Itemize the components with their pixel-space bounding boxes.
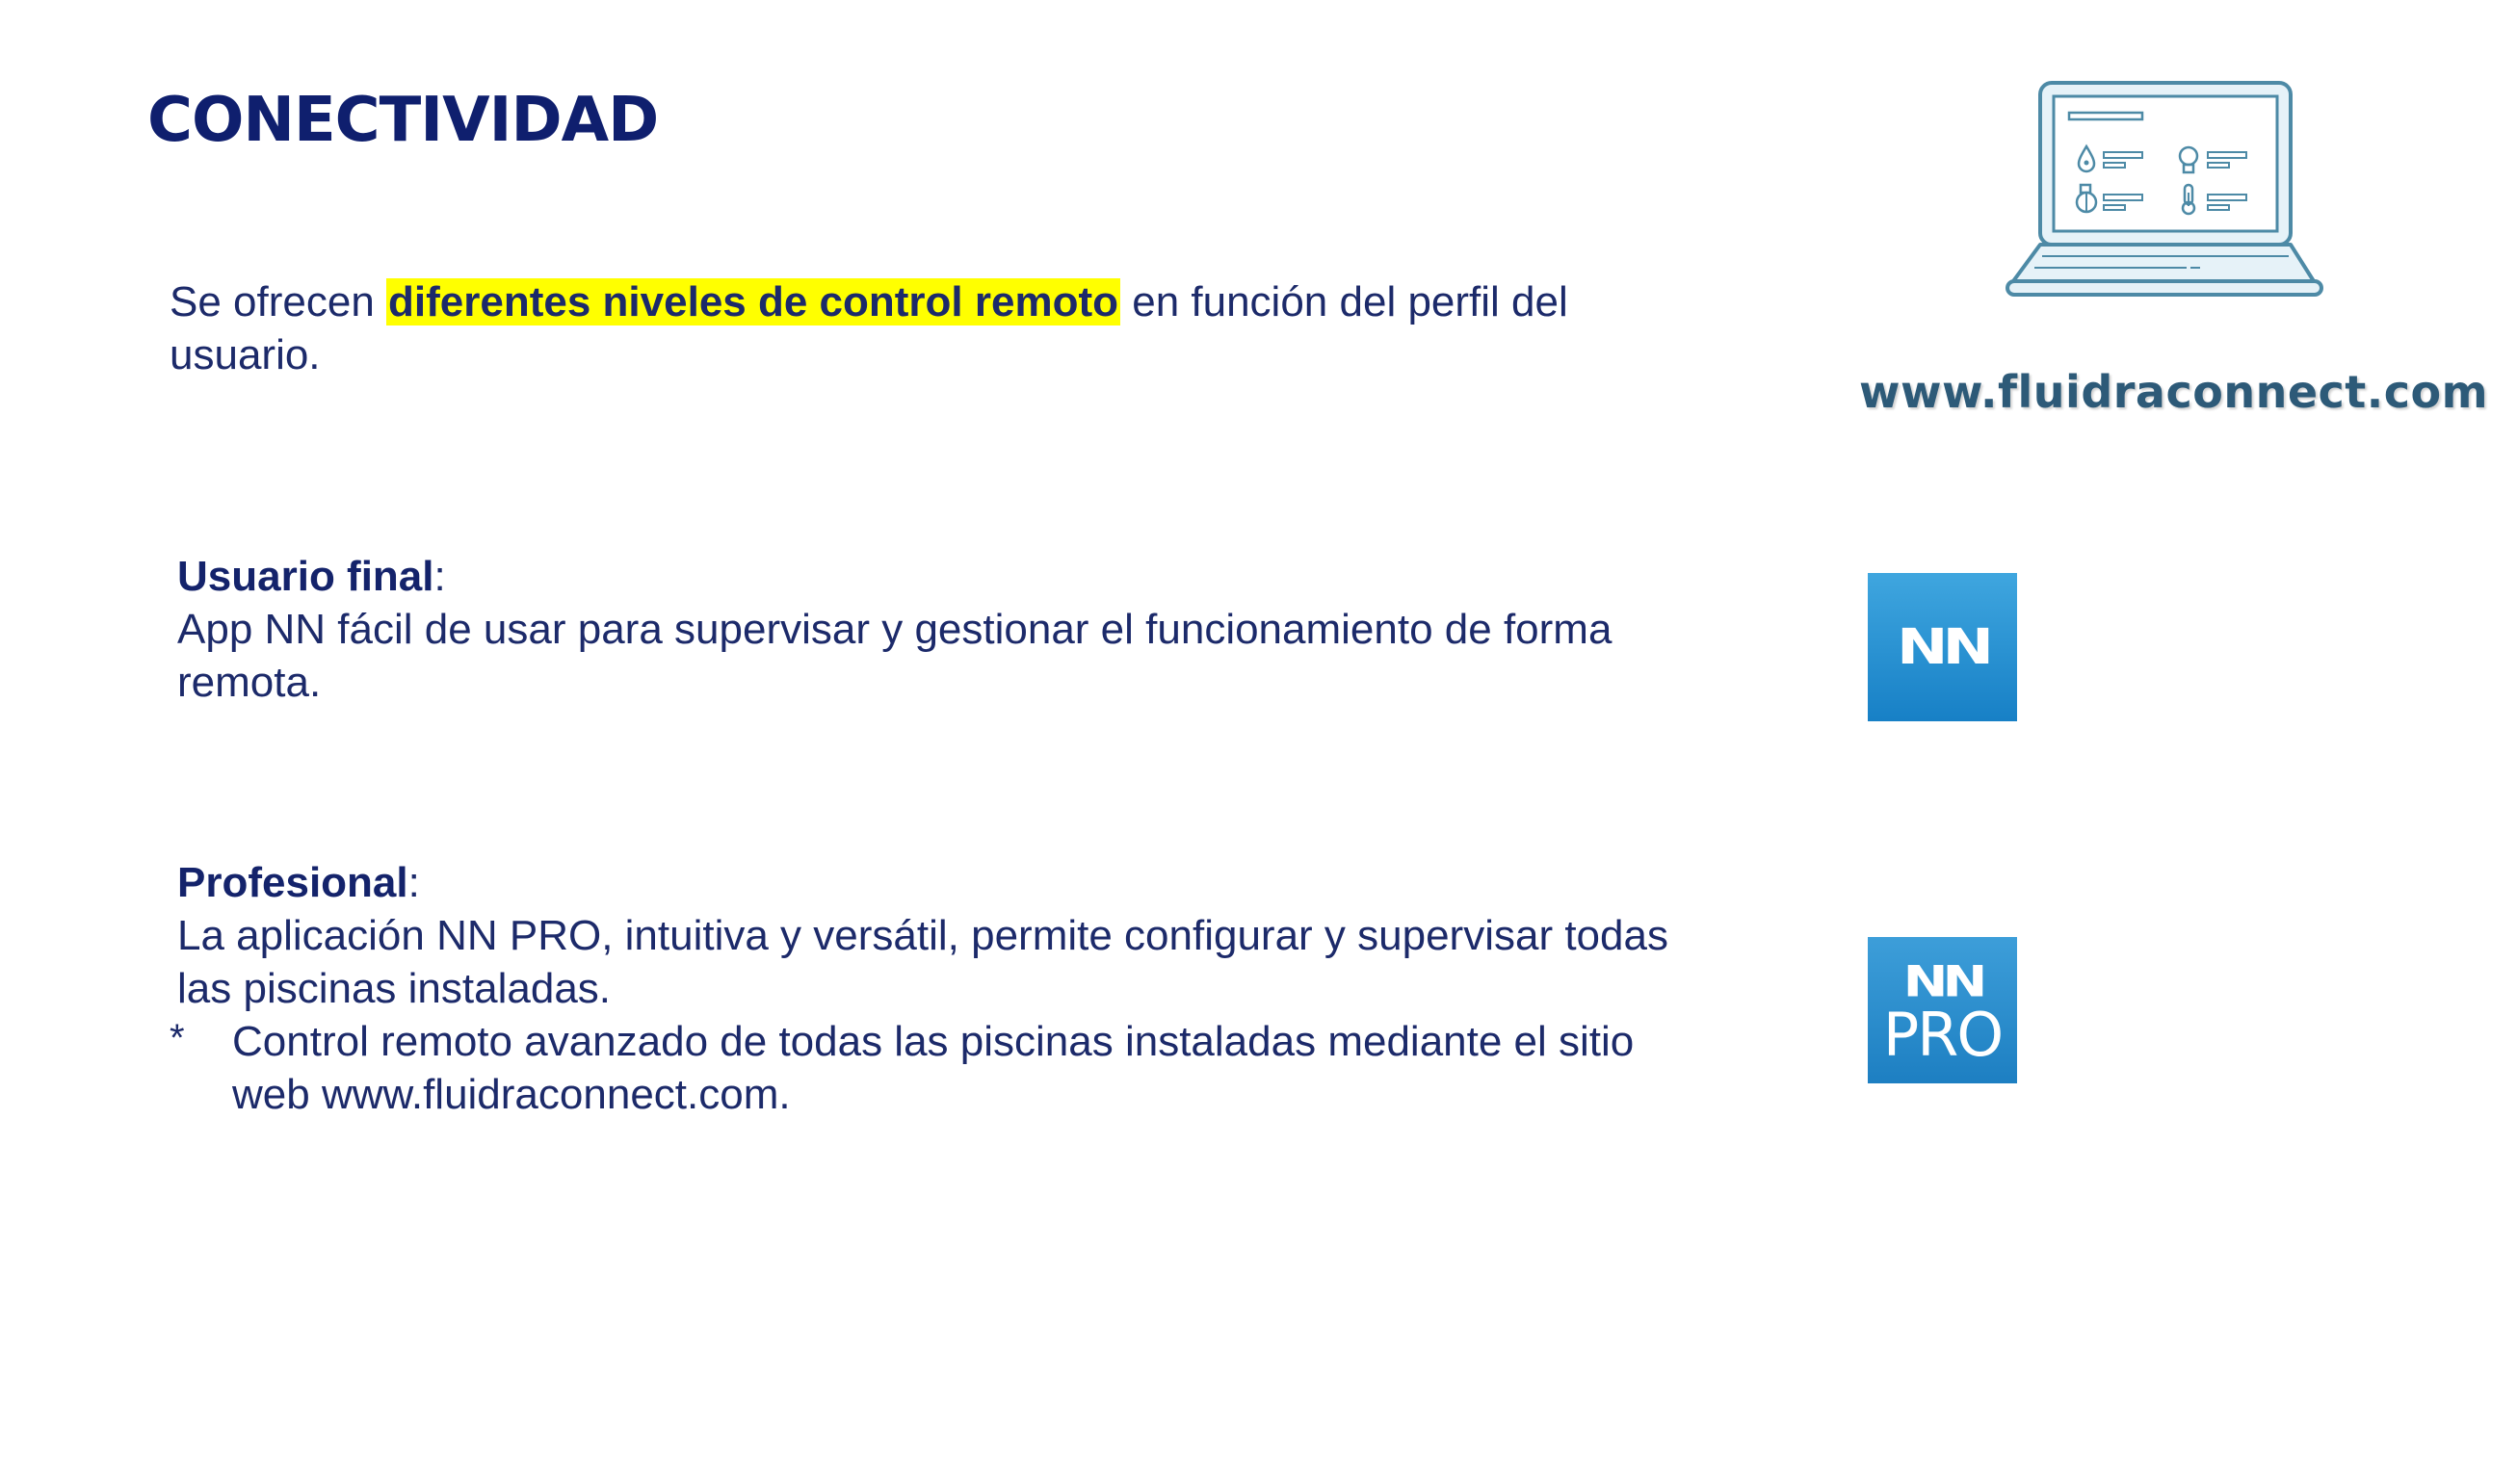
intro-text-after: en función del perfil del usuario. <box>170 278 1568 378</box>
intro-highlight: diferentes niveles de control remoto <box>388 278 1118 325</box>
page-title: CONECTIVIDAD <box>147 85 659 156</box>
pro-text: La aplicación NN PRO, intuitiva y versátil, permite configurar y supervisar todas las piscinas instaladas. <box>177 912 1668 1012</box>
intro-text-before: Se ofrecen <box>170 278 387 325</box>
nn-app-logo <box>1868 573 2017 721</box>
pro-block <box>177 856 1718 1015</box>
laptop-dashboard-icon <box>1994 77 2341 308</box>
nn-logo-text: NN <box>1896 618 1989 676</box>
bullet-marker: * <box>170 1017 185 1059</box>
nn-pro-logo-pro-text: PRO <box>1882 1000 2003 1070</box>
pro-heading: Profesional <box>177 859 408 906</box>
bullet-text: Control remoto avanzado de todas las piscinas instaladas mediante el sitio web www.fluidraconnect.com. <box>232 1018 1635 1118</box>
intro-paragraph <box>170 275 1711 381</box>
pro-heading-colon: : <box>407 859 420 906</box>
user-text: App NN fácil de usar para supervisar y gestionar el funcionamiento de forma remota. <box>177 606 1612 706</box>
nn-pro-app-logo <box>1868 937 2017 1083</box>
nn-pro-logo-nn-text: NN <box>1902 956 1982 1007</box>
user-heading-colon: : <box>433 553 446 600</box>
user-block <box>177 550 1718 709</box>
user-heading: Usuario final <box>177 553 434 600</box>
website-url[interactable]: www.fluidraconnect.com <box>1859 366 2489 418</box>
